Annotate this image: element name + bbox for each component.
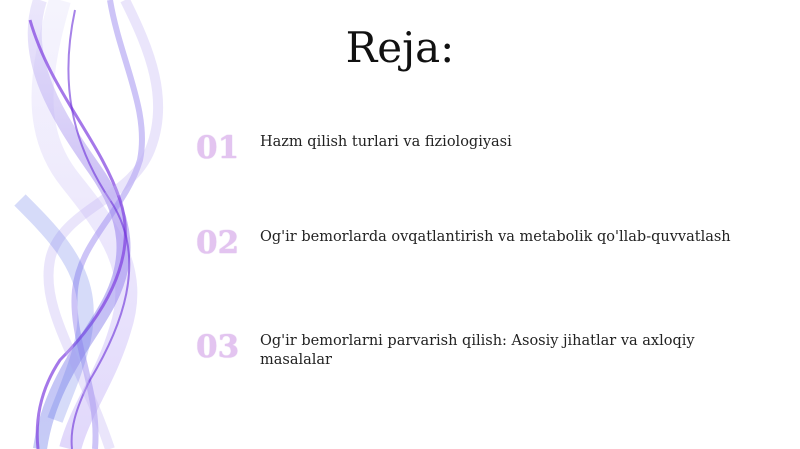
agenda-text: Og'ir bemorlarni parvarish qilish: Asosiy jihatlar va axloqiy masalalar: [260, 333, 695, 368]
agenda-item-3: [196, 330, 740, 370]
slide-title: Reja:: [345, 23, 455, 72]
agenda-number: 01: [196, 130, 240, 166]
decorative-ribbon: [0, 0, 200, 449]
agenda-text: Og'ir bemorlarda ovqatlantirish va metabolik qo'llab-quvvatlash: [260, 229, 731, 245]
agenda-number: 02: [196, 225, 240, 261]
agenda-item-1: [196, 131, 740, 165]
agenda-number: 03: [196, 329, 240, 365]
agenda-text: Hazm qilish turlari va fiziologiyasi: [260, 134, 512, 150]
agenda-item-2: [196, 226, 740, 260]
